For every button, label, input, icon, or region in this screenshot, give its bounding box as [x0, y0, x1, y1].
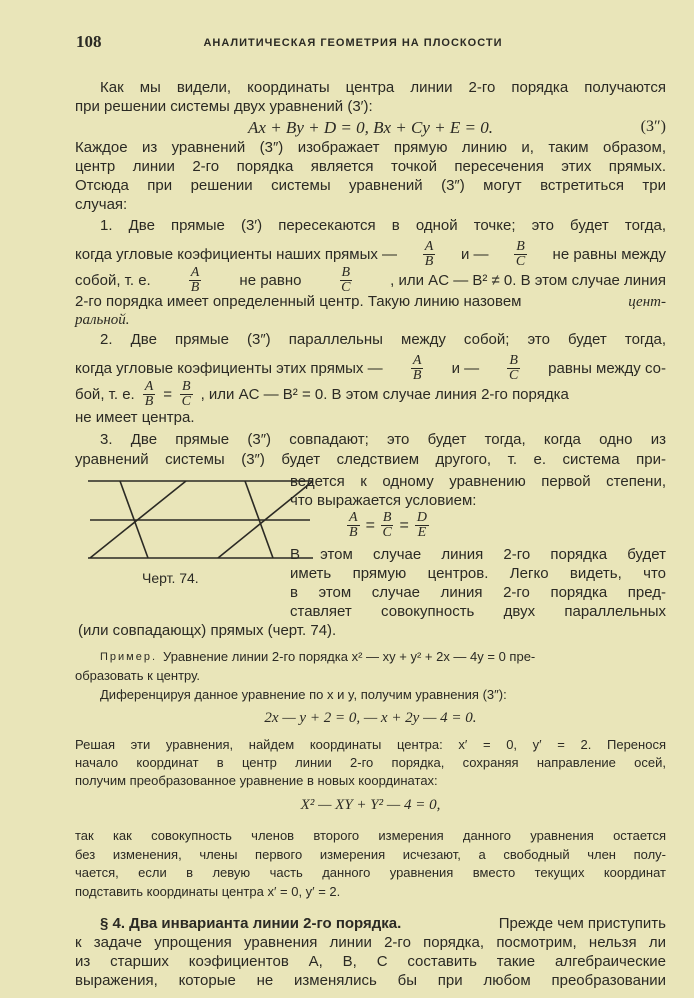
text: =	[163, 385, 173, 403]
fraction: $\frac{B}{C}$	[515, 239, 526, 269]
text: когда угловые коэфициенты этих прямых —	[75, 359, 383, 377]
text: не равно	[239, 271, 302, 289]
italic-term: цент-	[628, 294, 666, 310]
text-line: так как совокупность членов второго измерения данного уравнения остается	[75, 828, 666, 843]
text-line	[75, 266, 666, 295]
text: равны между со-	[548, 359, 666, 377]
text-line: (или совпадающх) прямых (черт. 74).	[78, 622, 337, 639]
text-line	[75, 293, 666, 311]
text: , или AC — B² = 0. В этом случае линия 2-го порядка	[200, 385, 569, 403]
text-line: из старших коэфициентов A, B, C составить такие алгебраические	[75, 953, 666, 970]
text-line	[75, 240, 666, 269]
text: 2-го порядка имеет определенный центр. Такую линию назовем	[75, 293, 522, 310]
text: , или AC — B² ≠ 0. В этом случае линия	[390, 271, 666, 289]
text-line: случая:	[75, 196, 128, 213]
text-line: ведется к одному уравнению первой степени,	[290, 473, 666, 490]
text: когда угловые коэфициенты наших прямых —	[75, 245, 398, 263]
equation: X² — XY + Y² — 4 = 0,	[300, 797, 441, 813]
text-line: Каждое из уравнений (3″) изображает прямую линию и, таким образом,	[75, 139, 666, 156]
equation: $\frac{A}{B}$ = $\frac{B}{C}$ = $\frac{D}{E}$	[349, 510, 427, 540]
text-line: Решая эти уравнения, найдем координаты центра: x′ = 0, y′ = 2. Перенося	[75, 737, 666, 752]
text-line: Как мы видели, координаты центра линии 2-го порядка получаются	[100, 79, 666, 96]
text-line	[75, 380, 666, 409]
fraction: $\frac{B}{C}$	[181, 379, 191, 409]
section-heading-line	[75, 915, 666, 933]
text-line	[75, 648, 666, 666]
text-line: уравнений системы (3″) будет следствием другого, т. е. система при-	[75, 451, 666, 468]
italic-term: ральной.	[75, 312, 130, 328]
text-line: Диференцируя данное уравнение по x и y, получим уравнения (3″):	[100, 687, 507, 702]
text-line: не имеет центра.	[75, 409, 195, 426]
fraction: $\frac{A}{B}$	[190, 265, 200, 295]
text-line: начало координат в центр линии 2-го порядка, сохраняя направление осей,	[75, 755, 666, 770]
text-line: Отсюда при решении системы уравнений (3″) могут встретиться три	[75, 177, 666, 194]
text-line: что выражается условием:	[290, 492, 477, 509]
text-line: образовать к центру.	[75, 668, 200, 683]
text: и —	[461, 245, 489, 263]
text-line: при решении системы двух уравнений (3′):	[75, 98, 373, 115]
text: Уравнение линии 2-го порядка x² — xy + y² + 2x — 4y = 0 пре-	[163, 649, 536, 664]
page-number: 108	[76, 32, 102, 51]
text-line: 2. Две прямые (3″) параллельны между собой; это будет тогда,	[100, 331, 666, 348]
figure-caption: Черт. 74.	[142, 570, 199, 586]
text-line: центр линии 2-го порядка является точкой пересечения этих прямых.	[75, 158, 666, 175]
text-line: без изменения, члены первого измерения исчезают, а свободный член полу-	[75, 847, 666, 862]
fraction: $\frac{A}{B}$	[424, 239, 434, 269]
text-line: чается, если в левую часть данного уравнения вместо текущих координат	[75, 865, 666, 880]
text-line: в этом случае линия 2-го порядка пред-	[290, 584, 666, 601]
text-line: ставляет совокупность двух параллельных	[290, 603, 666, 620]
text: Прежде чем приступить	[498, 915, 666, 932]
fraction: $\frac{B}{C}$	[508, 353, 519, 383]
fraction: $\frac{B}{C}$	[341, 265, 351, 295]
figure-74-parallel-lines	[88, 478, 318, 562]
text-line: иметь прямую центров. Легко видеть, что	[290, 565, 666, 582]
text: и —	[451, 359, 480, 377]
equation-number: (3″)	[640, 118, 666, 135]
text: собой, т. е.	[75, 271, 151, 289]
text-line: 1. Две прямые (3′) пересекаются в одной точке; это будет тогда,	[100, 217, 666, 234]
text-line: получим преобразованное уравнение в новых координатах:	[75, 773, 438, 788]
example-label: Пример.	[100, 651, 158, 663]
text: не равны между	[552, 245, 666, 263]
text-line: В этом случае линия 2-го порядка будет	[290, 546, 666, 563]
text-line: к задаче упрощения уравнения линии 2-го порядка, посмотрим, нельзя ли	[75, 934, 666, 951]
equation: 2x — y + 2 = 0, — x + 2y — 4 = 0.	[264, 710, 477, 726]
text-line	[75, 354, 666, 383]
text-line: подставить координаты центра x′ = 0, y′ = 2.	[75, 884, 341, 899]
section-title: § 4. Два инварианта линии 2-го порядка.	[100, 915, 402, 932]
text-line: выражения, которые не изменялись бы при любом преобразовании	[75, 972, 666, 989]
text: бой, т. е.	[75, 385, 135, 403]
fraction: $\frac{A}{B}$	[412, 353, 422, 383]
fraction: $\frac{A}{B}$	[144, 379, 154, 409]
equation: Ax + By + D = 0, Bx + Cy + E = 0.	[248, 118, 493, 137]
text-line: 3. Две прямые (3″) совпадают; это будет тогда, когда одно из	[100, 431, 666, 448]
running-title: АНАЛИТИЧЕСКАЯ ГЕОМЕТРИЯ НА ПЛОСКОСТИ	[203, 37, 503, 49]
